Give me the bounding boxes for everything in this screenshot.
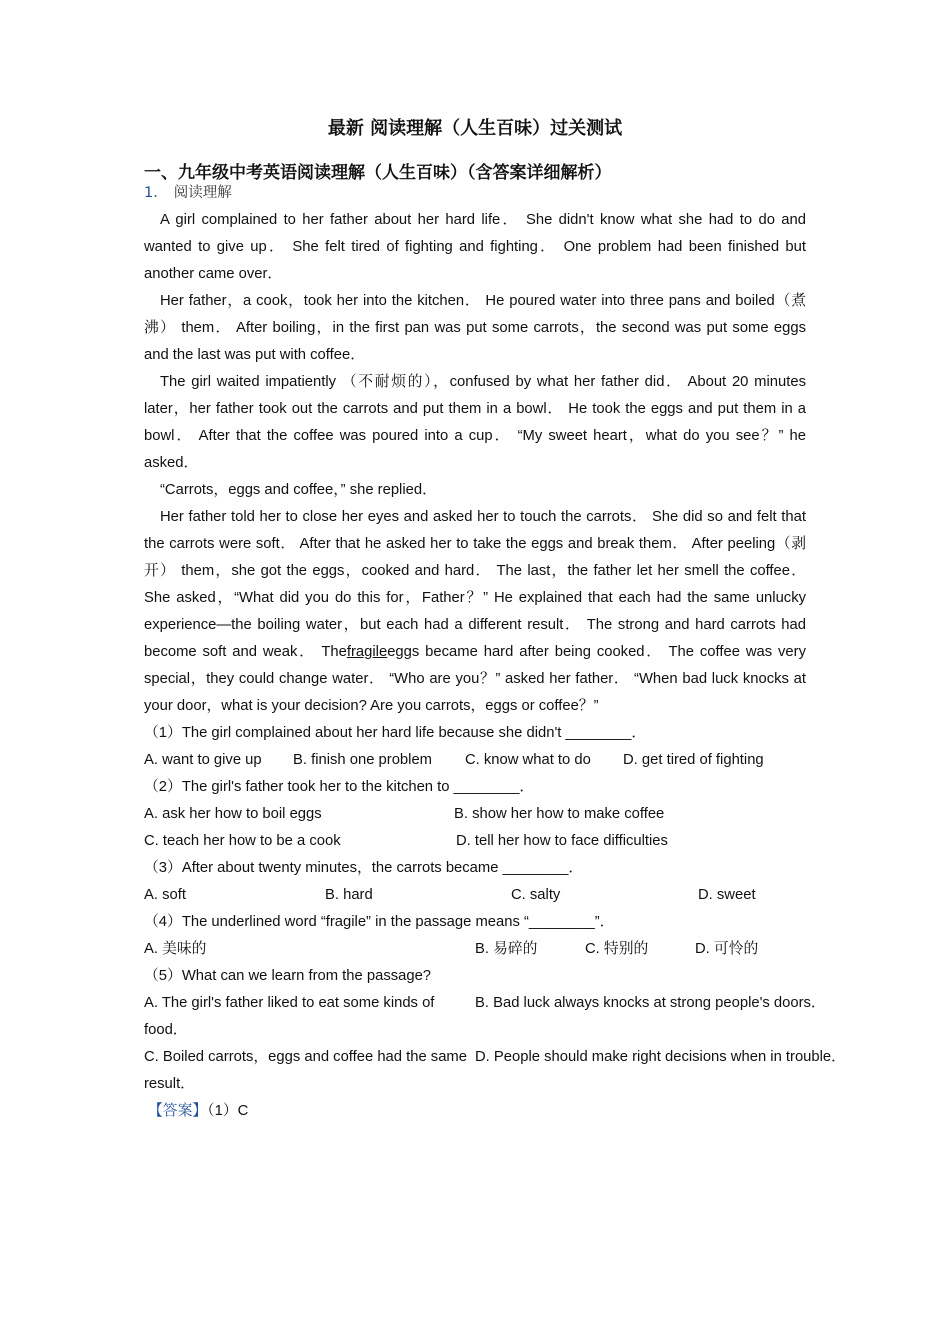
option-a: A. want to give up [144, 752, 262, 768]
option-b: B. 易碎的 [475, 941, 538, 957]
passage-paragraph: Her father，a cook，took her into the kitchen． He poured water into three pans and boiled（煮沸） them． After boiling，in the first pan was put some carrots，the second was put some eggs and the last was put with coffee． [144, 293, 806, 363]
passage-paragraph: A girl complained to her father about her hard life． She didn't know what she had to do and wanted to give up． She felt tired of fighting and fighting． One problem had been finished but another came over． [144, 212, 806, 282]
passage-text: Her father told her to close her eyes and asked her to touch the carrots． She did so and felt that the carrots were soft． After that he asked her to take the eggs and break them． After peeling（剥开） them，she got the eggs，cooked and hard． The last，the father let her smell the coffee． She asked，“What did you do this for，Father？” He explained that each had the same unlucky experience—the boiling water，but each had a different result． The strong and hard carrots had become soft and weak． The [144, 509, 806, 660]
option-d: D. get tired of fighting [623, 752, 764, 768]
underlined-word: fragile [346, 644, 388, 660]
option-a: A. soft [144, 887, 186, 903]
option-a: A. The girl's father liked to eat some kinds of food． [144, 995, 435, 1038]
doc-title: 最新 阅读理解（人生百味）过关测试 [327, 118, 623, 139]
question-header [144, 181, 232, 202]
options-row [144, 936, 806, 963]
section-heading: 一、九年级中考英语阅读理解（人生百味）（含答案详细解析） [144, 163, 612, 183]
option-b: B. finish one problem [293, 752, 433, 768]
option-d: D. People should make right decisions when in trouble． [475, 1049, 846, 1065]
option-d: D. sweet [698, 887, 756, 903]
options-row [144, 747, 806, 774]
option-c: C. 特别的 [585, 941, 649, 957]
option-a: A. ask her how to boil eggs [144, 806, 322, 822]
answer-text: （1）C [207, 1103, 249, 1119]
option-c: C. Boiled carrots，eggs and coffee had the same result． [144, 1049, 467, 1092]
passage-text: eggs became hard after being cooked． The coffee was very special，they could change water． “Who are you？” asked her father． “When bad luck knocks at your door，what is your decision? Are you carrots，eggs or coffee？” [144, 644, 806, 714]
option-a: A. 美味的 [144, 941, 207, 957]
passage-paragraph: The girl waited impatiently （不耐烦的），confused by what her father did． About 20 minutes later，her father took out the carrots and put them in a bowl． He took the eggs and put them in a bowl． After that the coffee was poured into a cup． “My sweet heart，what do you see？” he asked． [144, 374, 806, 471]
question-stem: （1）The girl complained about her hard life because she didn't ________． [144, 725, 647, 741]
option-b: B. Bad luck always knocks at strong people's doors． [475, 995, 826, 1011]
passage-paragraph [144, 504, 806, 720]
question-stem: （4）The underlined word “fragile” in the passage means “________”． [144, 914, 615, 930]
answer-line [144, 1098, 806, 1125]
option-c: C. teach her how to be a cook [144, 833, 341, 849]
option-d: D. tell her how to face difficulties [456, 833, 668, 849]
option-c: C. know what to do [465, 752, 591, 768]
question-stem: （3）After about twenty minutes，the carrots became ________． [144, 860, 584, 876]
option-c: C. salty [511, 887, 561, 903]
question-stem: （5）What can we learn from the passage? [144, 968, 432, 984]
passage-paragraph: “Carrots，eggs and coffee，” she replied． [160, 482, 437, 498]
question-label: 阅读理解 [173, 185, 232, 201]
answer-label: 【答案】 [148, 1103, 208, 1119]
options-row [144, 828, 806, 855]
option-b: B. hard [325, 887, 373, 903]
question-stem: （2）The girl's father took her to the kitchen to ________． [144, 779, 535, 795]
option-b: B. show her how to make coffee [454, 806, 665, 822]
options-row [144, 1044, 846, 1098]
option-d: D. 可怜的 [695, 941, 759, 957]
options-row [144, 990, 826, 1044]
question-number: 1． [144, 185, 168, 201]
passage-body [144, 207, 846, 1125]
options-row [144, 882, 806, 909]
options-row [144, 801, 806, 828]
